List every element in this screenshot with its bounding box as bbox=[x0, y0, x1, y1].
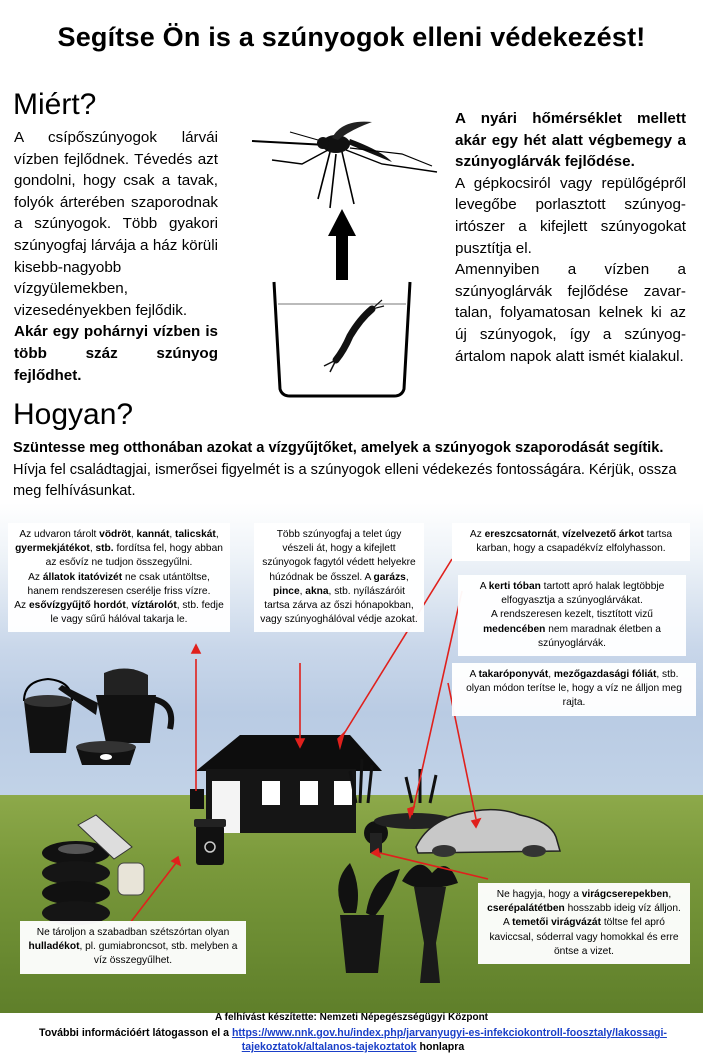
footer-suffix: honlapra bbox=[416, 1041, 465, 1053]
note2-text: , bbox=[299, 585, 306, 597]
note5-bold: takaróponyvát bbox=[478, 669, 549, 680]
note2-bold: garázs bbox=[373, 571, 406, 583]
up-arrow-icon bbox=[328, 209, 356, 280]
watering-can-icon bbox=[58, 668, 171, 743]
section-heading-why: Miért? bbox=[13, 88, 97, 121]
note1-bold: vödröt bbox=[99, 529, 131, 540]
pet-bowl-icon bbox=[76, 741, 136, 765]
why-paragraph: A csípőszúnyogok lárvái vízben fejlődnek. Tévedés azt gondolni, hogy csak a tavak, folyók árterében szaporodnak a szúnyogok. Több gyakori szúnyogfaj lárvája a ház körüli kisebb-nagyobb vízgyülemekben, vizesedényekben fejlődik. bbox=[14, 129, 218, 319]
note6-bold: hulladékot bbox=[28, 941, 80, 953]
why-text-column bbox=[14, 127, 218, 386]
footer-prefix: További információért látogasson el a bbox=[39, 1027, 232, 1039]
note1-text: Az bbox=[14, 600, 29, 612]
note1-text: , bbox=[125, 600, 132, 612]
note7-text: Ne hagyja, hogy a bbox=[496, 889, 582, 900]
note-tarp bbox=[452, 663, 696, 716]
note1-bold: talicskát bbox=[175, 529, 216, 540]
note7-text: hosszabb ideig víz álljon. A bbox=[503, 903, 681, 929]
note3-bold: ereszcsatornát bbox=[484, 529, 557, 540]
footer-link[interactable]: https://www.nnk.gov.hu/index.php/jarvanyugyi-es-infekciokontroll-foosztaly/lakossagi-tajekoztatok/altalanos-tajekoztatok bbox=[231, 1027, 667, 1053]
note1-bold: gyermekjátékot bbox=[15, 543, 90, 555]
note5-text: A bbox=[469, 669, 479, 680]
page-title: Segítse Ön is a szúnyogok elleni védekezést! bbox=[57, 22, 646, 52]
note7-bold: cserépalátétben bbox=[487, 903, 565, 915]
note2-text: , stb. nyílászáróit tartsa zárva az őszi hónapokban, vagy szúnyoghálóval védje azokat. bbox=[260, 585, 418, 626]
note-containers bbox=[8, 523, 230, 632]
arrow-note6-head bbox=[172, 857, 180, 865]
note6-text: , pl. gumiabroncsot, stb. melyben a víz összegyűlhet. bbox=[79, 941, 238, 967]
note1-bold: kannát bbox=[136, 529, 170, 540]
note4-text: tartott apró halak legtöbbje elfogyasztja a szúnyoglárvákat. bbox=[501, 581, 665, 607]
note3-text: , bbox=[556, 529, 563, 540]
recurrence-paragraph: Amennyiben a vízben a szúnyoglárvák fejlődése zavar-talan, folyamatosan kelnek ki az új szúnyogok, így a szúnyog-ártalom napok alatt ismét kialakul. bbox=[455, 261, 686, 365]
note-gutter bbox=[452, 523, 690, 561]
mosquito-icon bbox=[252, 122, 437, 208]
spray-paragraph: A gépkocsiról vagy repülőgépről levegőbe porlasztott szúnyog-irtószer a kifejlett szúnyogokat pusztítja el. bbox=[455, 174, 686, 257]
section-heading-how: Hogyan? bbox=[13, 398, 134, 431]
note-flowerpot bbox=[478, 883, 690, 964]
how-text: Hívja fel családtagjai, ismerősei figyelmét is a szúnyogok elleni védekezés fontosságára. Kérjük, ossza meg felhívásunkat. bbox=[13, 462, 677, 499]
note7-text: , bbox=[668, 889, 672, 900]
why-bold-paragraph: Akár egy pohárnyi vízben is több száz szúnyog fejlődhet. bbox=[14, 323, 218, 384]
footer-more-info bbox=[8, 1026, 698, 1053]
note4-text: nem maradnak életben a szúnyoglárvák. bbox=[538, 623, 661, 649]
note3-text: tartsa karban, hogy a csapadékvíz elfolyhasson. bbox=[476, 529, 673, 555]
note4-text: A bbox=[479, 581, 489, 592]
note7-text: töltse fel apró kaviccsal, sóderral vagy homokkal és erre öntse a vizet. bbox=[489, 917, 679, 957]
note5-bold: mezőgazdasági fóliát bbox=[553, 669, 657, 680]
note7-bold: temetői virágvázát bbox=[512, 917, 601, 929]
note1-text: , bbox=[89, 543, 96, 555]
note2-text: Több szúnyogfaj a telet úgy vészeli át, hogy a kifejlett szúnyogok fagytól védett helyekre húzódnak be ősszel. A bbox=[262, 529, 416, 583]
note7-bold: virágcserepekben bbox=[581, 889, 669, 900]
garden-scene bbox=[0, 503, 703, 1013]
note5-text: , bbox=[548, 669, 554, 680]
note-wintering bbox=[254, 523, 424, 632]
note1-text: , bbox=[169, 529, 176, 540]
note4-bold: kerti tóban bbox=[488, 581, 541, 592]
note4-bold: medencében bbox=[483, 623, 546, 635]
development-bold-paragraph: A nyári hőmérséklet mellett akár egy hét alatt végbemegy a szúnyoglárvák fejlődése. bbox=[455, 110, 686, 171]
note6-text: Ne tároljon a szabadban szétszórtan olyan bbox=[36, 927, 230, 938]
note2-text: , bbox=[405, 571, 409, 583]
tires-icon bbox=[42, 841, 110, 925]
note3-bold: vízelvezető árkot bbox=[562, 529, 644, 540]
note1-bold: állatok itatóvizét bbox=[42, 571, 123, 583]
note1-text: Az bbox=[28, 571, 43, 583]
note3-text: Az bbox=[469, 529, 485, 540]
development-text-column bbox=[455, 108, 686, 367]
note2-bold: akna bbox=[305, 585, 329, 597]
footer-credit: A felhívást készítette: Nemzeti Népegészségügyi Központ bbox=[214, 1012, 489, 1023]
note1-text: , bbox=[130, 529, 137, 540]
note1-text: ne csak utántöltse, hanem rendszeresen cserélje friss vízre. bbox=[27, 571, 211, 597]
note-waste bbox=[20, 921, 246, 974]
note1-text: fordítsa fel, hogy abban az esővíz ne tudjon összegyűlni. bbox=[45, 543, 223, 569]
arrow-note1-head bbox=[192, 645, 200, 653]
note1-text: Az udvaron tárolt bbox=[19, 529, 100, 540]
note5-text: , stb. olyan módon terítse le, hogy a víz ne álljon meg rajta. bbox=[466, 669, 682, 709]
note1-bold: esővízgyűjtő hordót bbox=[28, 600, 126, 612]
cemetery-vase-icon bbox=[402, 865, 458, 983]
how-bold-line: Szüntesse meg otthonában azokat a vízgyűjtőket, amelyek a szúnyogok szaporodását segítik. bbox=[13, 440, 664, 456]
flower-pot-icon bbox=[338, 863, 400, 973]
note4-text: A rendszeresen kezelt, tisztított vizű bbox=[491, 609, 653, 621]
glass-with-larva-icon bbox=[274, 282, 410, 396]
note-pond bbox=[458, 575, 686, 656]
note1-bold: víztárolót bbox=[131, 600, 177, 612]
note1-text: , stb. fedje le vagy sűrű hálóval takarja le. bbox=[50, 600, 224, 626]
note1-text: , bbox=[215, 529, 219, 540]
note1-bold: stb. bbox=[95, 543, 114, 555]
note2-bold: pince bbox=[273, 585, 300, 597]
mosquito-lifecycle-illustration bbox=[232, 104, 442, 400]
bin-icon bbox=[194, 819, 226, 865]
